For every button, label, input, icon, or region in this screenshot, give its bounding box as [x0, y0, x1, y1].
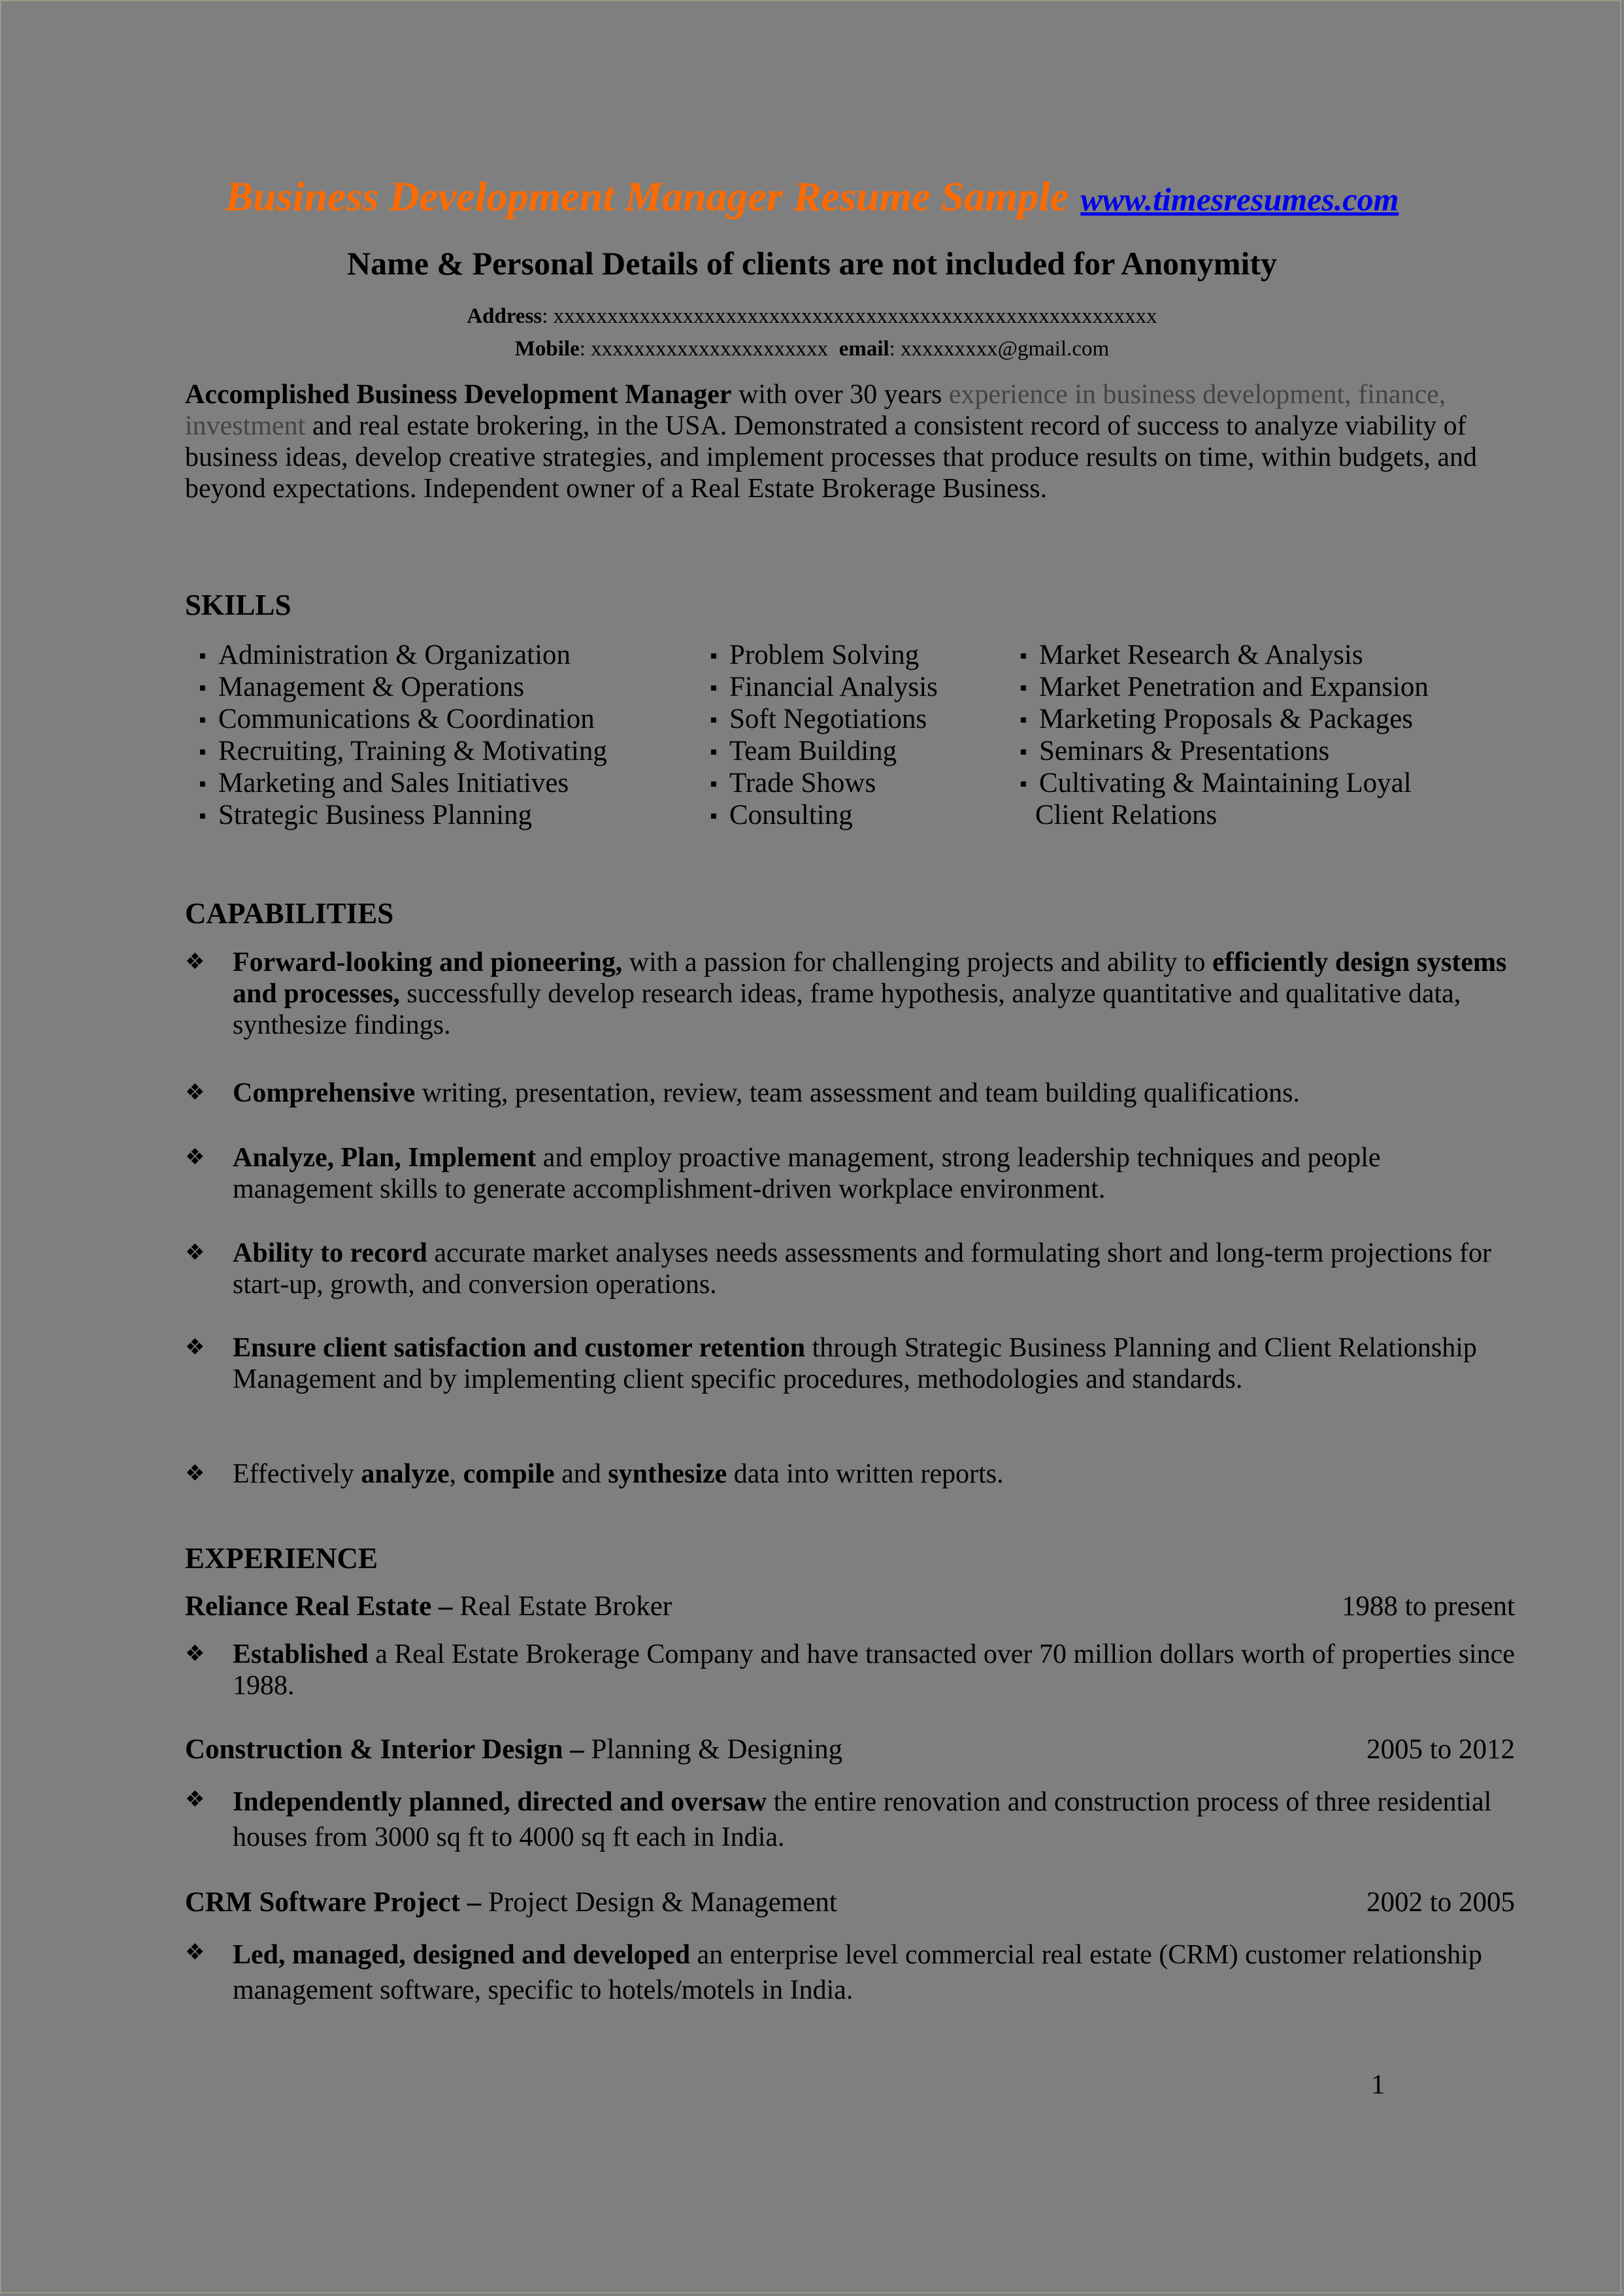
skills-column-3: [1019, 639, 1429, 831]
job-header: [185, 1733, 1515, 1765]
capability-item: [185, 1077, 1525, 1109]
capability-item: [185, 1332, 1525, 1395]
job-detail-text: an enterprise level commercial real estate (CRM) customer relationship management software, specific to hotels/motels in India.: [233, 1940, 1482, 2005]
skill-item: Recruiting, Training & Motivating: [199, 735, 607, 767]
skill-item: Financial Analysis: [710, 671, 938, 703]
email-value: : xxxxxxxxx@gmail.com: [889, 337, 1110, 361]
diamond-bullet-icon: ❖: [185, 1462, 205, 1486]
skill-item: Team Building: [710, 735, 938, 767]
capability-bold: Ability to record: [233, 1238, 427, 1268]
capability-bold: Forward-looking and pioneering,: [233, 947, 623, 977]
capability-bold: efficiently design systems and processes,: [233, 947, 1507, 1009]
capability-text: and: [554, 1459, 608, 1489]
contact-line: [1, 337, 1621, 361]
skill-item: Administration & Organization: [199, 639, 607, 671]
capability-bold: Comprehensive: [233, 1078, 416, 1108]
capability-bold: analyze: [361, 1459, 450, 1489]
diamond-bullet-icon: ❖: [185, 1081, 205, 1105]
capability-item: [185, 947, 1525, 1041]
skill-item: Market Penetration and Expansion: [1019, 671, 1429, 703]
anonymity-subtitle: Name & Personal Details of clients are not included for Anonymity: [346, 245, 1278, 282]
job-detail-text: the entire renovation and construction process of three residential houses from 3000 sq ft to 4000 sq ft each in India.: [233, 1787, 1492, 1852]
capability-text: with a passion for challenging projects and ability to: [622, 947, 1213, 977]
capability-text: and employ proactive management, strong leadership techniques and people management skills to generate accomplishment-driven workplace environment.: [233, 1143, 1381, 1204]
job-company: Construction & Interior Design –: [185, 1734, 584, 1765]
job-company: CRM Software Project –: [185, 1887, 482, 1918]
diamond-bullet-icon: ❖: [185, 1642, 205, 1666]
skill-item: Consulting: [710, 799, 938, 831]
capability-text: writing, presentation, review, team assessment and team building qualifications.: [415, 1078, 1300, 1108]
skill-item: Soft Negotiations: [710, 703, 938, 735]
capability-item: [185, 1142, 1525, 1205]
skill-item: Cultivating & Maintaining Loyal: [1019, 767, 1429, 799]
diamond-bullet-icon: ❖: [185, 950, 205, 974]
job-role: Real Estate Broker: [452, 1591, 672, 1622]
experience-heading: EXPERIENCE: [185, 1542, 378, 1575]
job-detail-bold: Independently planned, directed and oversaw: [233, 1787, 767, 1817]
job-dates: 1988 to present: [1341, 1591, 1515, 1622]
skill-item: Marketing and Sales Initiatives: [199, 767, 607, 799]
skills-heading: SKILLS: [185, 589, 291, 621]
capability-text: data into written reports.: [727, 1459, 1004, 1489]
capability-bold: Analyze, Plan, Implement: [233, 1143, 537, 1173]
title-line: [1, 172, 1621, 221]
skills-column-2: [710, 639, 938, 831]
job-detail-bold: Established: [233, 1639, 369, 1669]
capability-text: successfully develop research ideas, frame hypothesis, analyze quantitative and qualitative data, synthesize findings.: [233, 979, 1461, 1040]
summary-grey-text: experience in business development, finance, investment: [185, 380, 1446, 441]
capability-item: [185, 1458, 1525, 1490]
skills-column-1: [199, 639, 607, 831]
skill-item: Market Research & Analysis: [1019, 639, 1429, 671]
summary-bold: Accomplished Business Development Manager: [185, 380, 732, 410]
summary-paragraph: [185, 379, 1518, 504]
job-detail-text: a Real Estate Brokerage Company and have transacted over 70 million dollars worth of properties since 1988.: [233, 1639, 1515, 1701]
job-role: Project Design & Management: [481, 1887, 837, 1918]
mobile-label: Mobile: [514, 337, 580, 361]
job-detail: [185, 1639, 1525, 1701]
diamond-bullet-icon: ❖: [185, 1336, 205, 1360]
job-dates: 2002 to 2005: [1367, 1887, 1515, 1918]
capability-bold: compile: [463, 1459, 555, 1489]
capabilities-heading: CAPABILITIES: [185, 897, 394, 930]
job-header: [185, 1886, 1515, 1918]
job-detail: [185, 1937, 1525, 2008]
summary-text-2: and real estate brokering, in the USA. Demonstrated a consistent record of success to analyze viability of business ideas, develop creative strategies, and implement processes that produce results on time, within budgets, and beyond expectations. Independent owner of a Real Estate Brokerage Business.: [185, 411, 1477, 504]
website-link[interactable]: www.timesresumes.com: [1080, 181, 1399, 218]
capability-text: Effectively: [233, 1459, 361, 1489]
skill-item: Problem Solving: [710, 639, 938, 671]
skill-item: Trade Shows: [710, 767, 938, 799]
capability-item: [185, 1238, 1525, 1300]
capability-text: through Strategic Business Planning and Client Relationship Management and by implementing client specific procedures, methodologies and standards.: [233, 1333, 1477, 1394]
skill-item: Strategic Business Planning: [199, 799, 607, 831]
diamond-bullet-icon: ❖: [185, 1941, 205, 1965]
skill-item: Communications & Coordination: [199, 703, 607, 735]
skill-item-continuation: Client Relations: [1035, 800, 1218, 830]
capability-bold: Ensure client satisfaction and customer retention: [233, 1333, 806, 1363]
job-role: Planning & Designing: [584, 1734, 843, 1765]
capability-text: ,: [449, 1459, 463, 1489]
job-dates: 2005 to 2012: [1367, 1734, 1515, 1765]
skill-item: Marketing Proposals & Packages: [1019, 703, 1429, 735]
page-title: Business Development Manager Resume Sample: [225, 173, 1069, 220]
page-number: 1: [1371, 2070, 1385, 2100]
job-company: Reliance Real Estate –: [185, 1591, 453, 1622]
address-label: Address: [467, 304, 542, 328]
address-value: : xxxxxxxxxxxxxxxxxxxxxxxxxxxxxxxxxxxxxxxxxxxxxxxxxxxxxxxx: [542, 304, 1157, 328]
address-line: [1, 304, 1621, 329]
job-detail: [185, 1784, 1525, 1855]
capability-text: accurate market analyses needs assessments and formulating short and long-term projections for start-up, growth, and conversion operations.: [233, 1238, 1491, 1300]
skill-item: Seminars & Presentations: [1019, 735, 1429, 767]
summary-text-1: with over 30 years: [731, 380, 949, 410]
diamond-bullet-icon: ❖: [185, 1788, 205, 1812]
email-label: email: [838, 337, 889, 361]
skill-item: Management & Operations: [199, 671, 607, 703]
capability-bold: synthesize: [608, 1459, 727, 1489]
diamond-bullet-icon: ❖: [185, 1145, 205, 1170]
diamond-bullet-icon: ❖: [185, 1241, 205, 1265]
job-header: [185, 1590, 1515, 1622]
job-detail-bold: Led, managed, designed and developed: [233, 1940, 691, 1970]
mobile-value: : xxxxxxxxxxxxxxxxxxxxxx: [579, 337, 829, 361]
